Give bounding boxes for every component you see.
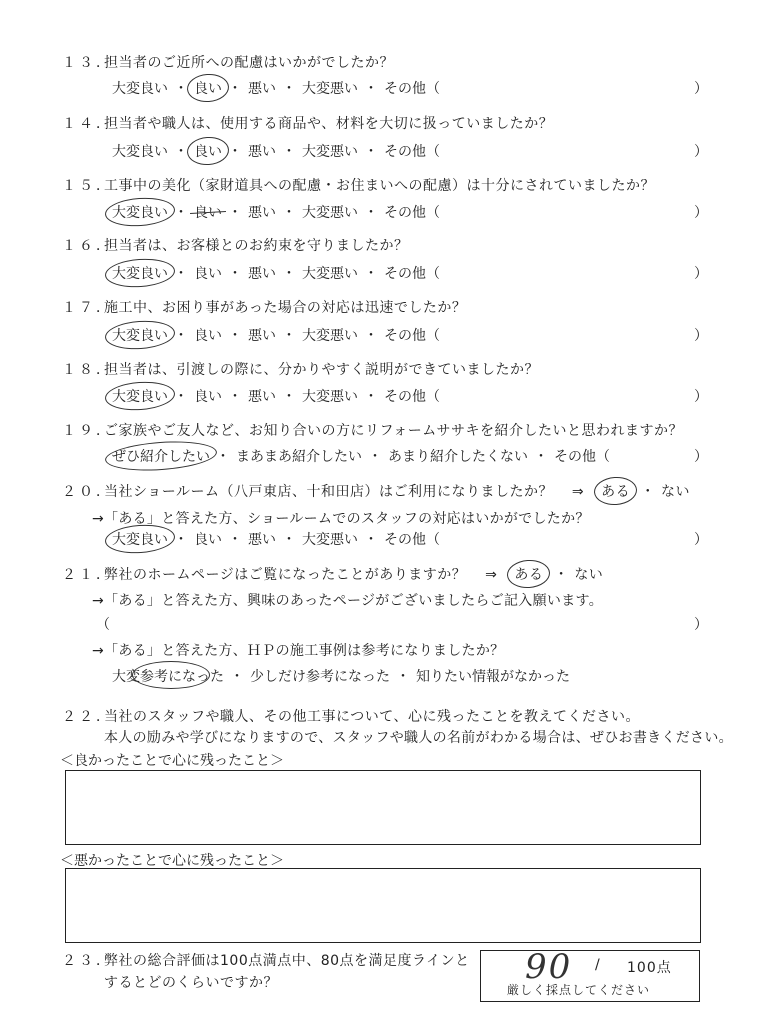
q21-followup-2: →「ある」と答えた方、ＨＰの施工事例は参考になりましたか？ [92, 643, 505, 659]
option-yes[interactable]: ある [512, 564, 545, 584]
question-text: 担当者は、お客様とのお約束を守りましたか？ [104, 238, 409, 254]
question-text: 弊社のホームページはご覧になったことがありますか？ [104, 567, 467, 583]
question-number: １５． [62, 178, 113, 194]
option-other[interactable]: その他（ [384, 266, 440, 282]
option-bad[interactable]: 悪い [248, 205, 276, 221]
option-not-helpful[interactable]: 知りたい情報がなかった [416, 669, 570, 685]
good-memory-label: ＜良かったことで心に残ったこと＞ [60, 753, 284, 769]
option-other[interactable]: その他（ [384, 389, 440, 405]
question-number: １９． [62, 423, 113, 439]
question-19 [62, 420, 683, 440]
paren-close: ） [694, 205, 708, 221]
question-text: 当社のスタッフや職人、その他工事について、心に残ったことを教えてください。 [104, 709, 640, 725]
arrow: ⇒ [485, 567, 498, 583]
option-very-good[interactable]: 大変良い [110, 529, 170, 549]
option-very-good[interactable]: 大変良い [112, 144, 168, 160]
option-other[interactable]: その他（ [384, 81, 440, 97]
option-very-good[interactable]: 大変良い [110, 386, 170, 406]
question-22 [62, 706, 640, 726]
option-bad[interactable]: 悪い [248, 266, 276, 282]
question-number: １４． [62, 116, 113, 132]
bad-memory-textbox[interactable] [65, 868, 701, 943]
option-good[interactable]: 良い [192, 141, 224, 161]
option-very-bad[interactable]: 大変悪い [302, 144, 358, 160]
option-other[interactable]: その他（ [554, 449, 610, 465]
paren-close: ） [694, 144, 708, 160]
option-yes[interactable]: ある [599, 481, 632, 501]
score-note: 厳しく採点してください [507, 983, 651, 997]
question-21: ２１．弊社のホームページはご覧になったことがありますか？ ⇒ ある ・ ない [62, 564, 605, 584]
question-17 [62, 297, 466, 317]
options-18: 大変良い ・ 良い ・ 悪い ・ 大変悪い ・ その他（ ） [110, 386, 708, 406]
question-number: １３． [62, 55, 113, 71]
question-number: １７． [62, 300, 113, 316]
paren-close: ） [694, 81, 708, 97]
option-no[interactable]: ない [661, 484, 691, 500]
options-17: 大変良い ・ 良い ・ 悪い ・ 大変悪い ・ その他（ ） [110, 325, 708, 345]
option-good[interactable]: 良い [194, 389, 222, 405]
options-19: ぜひ紹介したい ・ まあまあ紹介したい ・ あまり紹介したくない ・ その他（ ） [110, 446, 708, 466]
options-13: 大変良い ・ 良い ・ 悪い ・ 大変悪い ・ その他（ ） [110, 78, 708, 98]
option-definitely-recommend[interactable]: ぜひ紹介したい [110, 446, 212, 466]
bad-memory-label: ＜悪かったことで心に残ったこと＞ [60, 853, 284, 869]
option-bad[interactable]: 悪い [248, 389, 276, 405]
option-good[interactable]: 良い [192, 78, 224, 98]
option-very-bad[interactable]: 大変悪い [302, 532, 358, 548]
option-very-bad[interactable]: 大変悪い [302, 389, 358, 405]
option-very-good[interactable]: 大変良い [112, 81, 168, 97]
paren-close: ） [694, 449, 708, 465]
question-18 [62, 359, 539, 379]
option-good[interactable]: 良い [194, 266, 222, 282]
option-other[interactable]: その他（ [384, 144, 440, 160]
handwritten-score: 90 [525, 947, 573, 987]
option-slightly-helpful[interactable]: 少しだけ参考になった [250, 669, 390, 685]
q22-line2: 本人の励みや学びになりますので、スタッフや職人の名前がわかる場合は、ぜひお書きください。 [104, 730, 733, 746]
question-text: 担当者や職人は、使用する商品や、材料を大切に扱っていましたか？ [104, 116, 554, 132]
option-very-bad[interactable]: 大変悪い [302, 205, 358, 221]
question-20: ２０．当社ショールーム（八戸東店、十和田店）はご利用になりましたか？ ⇒ ある ・ ない [62, 481, 692, 501]
score-max: 100点 [627, 960, 672, 976]
question-23-line2: するとどのくらいですか？ [104, 975, 278, 991]
option-bad[interactable]: 悪い [248, 81, 276, 97]
option-good[interactable]: 良い [192, 202, 224, 222]
option-bad[interactable]: 悪い [248, 328, 276, 344]
paren-close: ） [694, 266, 708, 282]
option-very-bad[interactable]: 大変悪い [302, 328, 358, 344]
paren-close: ） [694, 617, 708, 633]
question-13 [62, 52, 394, 72]
question-number: ２３． [62, 953, 113, 969]
question-number: ２２． [62, 709, 113, 725]
option-somewhat-recommend[interactable]: まあまあ紹介したい [236, 449, 362, 465]
options-20: 大変良い ・ 良い ・ 悪い ・ 大変悪い ・ その他（ ） [110, 529, 708, 549]
options-16: 大変良い ・ 良い ・ 悪い ・ 大変悪い ・ その他（ ） [110, 263, 708, 283]
option-very-good[interactable]: 大変良い [110, 202, 170, 222]
options-21: 大変参考になった ・ 少しだけ参考になった ・ 知りたい情報がなかった [110, 666, 708, 686]
paren-close: ） [694, 389, 708, 405]
question-number: １６． [62, 238, 113, 254]
option-very-bad[interactable]: 大変悪い [302, 81, 358, 97]
question-14 [62, 113, 553, 133]
option-not-recommend[interactable]: あまり紹介したくない [388, 449, 528, 465]
q21-free-text[interactable] [96, 614, 708, 634]
question-text: 弊社の総合評価は100点満点中、80点を満足度ラインと [104, 953, 470, 969]
option-no[interactable]: ない [574, 567, 604, 583]
question-text: 工事中の美化（家財道具への配慮・お住まいへの配慮）は十分にされていましたか？ [104, 178, 655, 194]
option-very-bad[interactable]: 大変悪い [302, 266, 358, 282]
good-memory-textbox[interactable] [65, 770, 701, 845]
paren-open: （ [96, 617, 110, 633]
q20-followup: →「ある」と答えた方、ショールームでのスタッフの対応はいかがでしたか？ [92, 511, 590, 527]
question-text: 担当者のご近所への配慮はいかがでしたか？ [104, 55, 394, 71]
question-text: 担当者は、引渡しの際に、分かりやすく説明ができていましたか？ [104, 362, 539, 378]
option-other[interactable]: その他（ [384, 532, 440, 548]
paren-close: ） [694, 532, 708, 548]
option-very-helpful[interactable]: 大変参考になった [110, 666, 226, 686]
question-text: 当社ショールーム（八戸東店、十和田店）はご利用になりましたか？ [104, 484, 553, 500]
question-15 [62, 175, 655, 195]
option-good[interactable]: 良い [194, 532, 222, 548]
option-other[interactable]: その他（ [384, 328, 440, 344]
question-23 [62, 950, 470, 970]
question-number: ２０． [62, 484, 113, 500]
arrow: ⇒ [571, 484, 585, 500]
option-very-good[interactable]: 大変良い [110, 263, 170, 283]
score-slash: / [595, 957, 600, 973]
option-bad[interactable]: 悪い [248, 144, 276, 160]
question-number: １８． [62, 362, 113, 378]
options-14: 大変良い ・ 良い ・ 悪い ・ 大変悪い ・ その他（ ） [110, 141, 708, 161]
option-other[interactable]: その他（ [384, 205, 440, 221]
option-good[interactable]: 良い [194, 328, 222, 344]
options-15: 大変良い ・ 良い ・ 悪い ・ 大変悪い ・ その他（ ） [110, 202, 708, 222]
option-bad[interactable]: 悪い [248, 532, 276, 548]
score-box[interactable] [480, 947, 700, 1002]
q21-followup-1: →「ある」と答えた方、興味のあったページがございましたらご記入願います。 [92, 593, 603, 609]
option-very-good[interactable]: 大変良い [110, 325, 170, 345]
paren-close: ） [694, 328, 708, 344]
question-text: 施工中、お困り事があった場合の対応は迅速でしたか？ [104, 300, 467, 316]
question-16 [62, 235, 409, 255]
question-text: ご家族やご友人など、お知り合いの方にリフォームササキを紹介したいと思われますか？ [104, 423, 684, 439]
question-number: ２１． [62, 567, 113, 583]
